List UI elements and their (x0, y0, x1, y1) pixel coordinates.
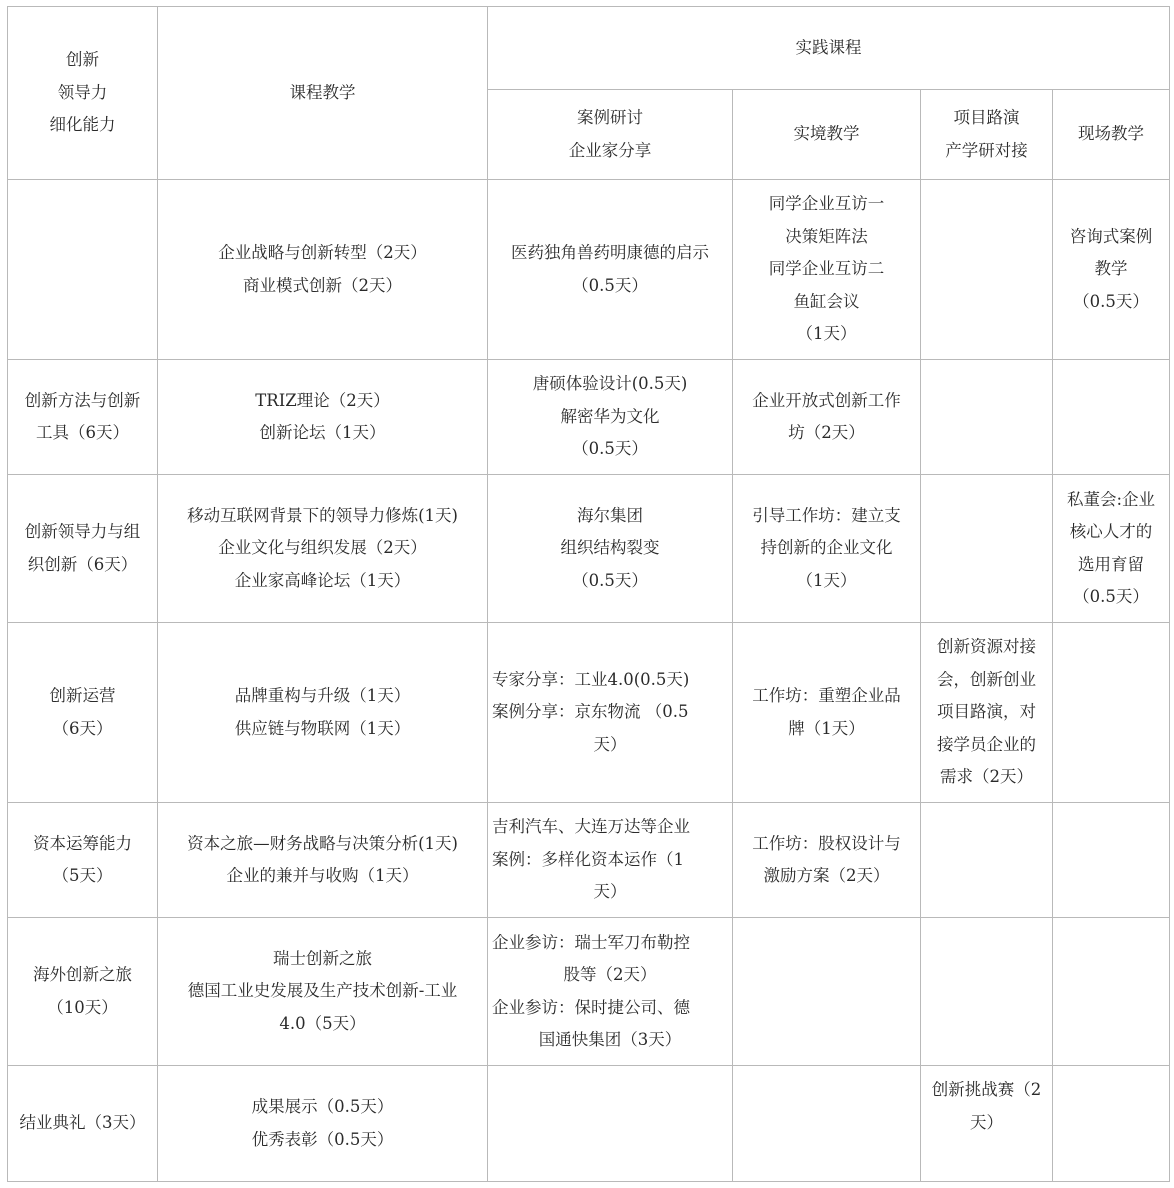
cell-line: 专家分享：工业4.0(0.5天) (492, 669, 690, 689)
header-practice-label: 实践课程 (795, 37, 862, 57)
cell-line: 国通快集团（3天） (538, 1030, 682, 1049)
cell-line: 教学 (1094, 259, 1128, 279)
cell-line: 4.0（5天） (279, 1013, 366, 1033)
cell-line: 织创新（6天） (27, 554, 138, 574)
cell-line: 核心人才的 (1069, 522, 1153, 541)
cell-line: 创新挑战赛（2 (931, 1080, 1042, 1099)
table-row (8, 623, 1170, 803)
cell-line: 商业模式创新（2天） (243, 275, 402, 295)
cell-line: 企业参访：保时捷公司、德 (492, 997, 690, 1017)
cell-line: 接学员企业的 (937, 734, 1036, 754)
cell-field (1053, 180, 1170, 360)
cell-case (488, 180, 733, 360)
cell-field (1053, 623, 1170, 803)
cell-roadshow (921, 1066, 1053, 1182)
cell-course (158, 918, 488, 1066)
cell-line: 资本之旅—财务战略与决策分析(1天) (187, 833, 458, 853)
cell-real (733, 475, 921, 623)
cell-line: 引导工作坊：建立支 (752, 505, 901, 525)
cell-field (1053, 475, 1170, 623)
header-practice (488, 7, 1170, 90)
cell-ability (8, 623, 158, 803)
cell-line: （6天） (52, 718, 113, 738)
cell-line: （0.5天） (1073, 587, 1149, 606)
cell-course (158, 803, 488, 918)
cell-line: 工具（6天） (36, 423, 129, 442)
header-course-label: 课程教学 (289, 82, 356, 102)
header-ability (8, 7, 158, 180)
cell-line: 企业家高峰论坛（1天） (234, 570, 411, 590)
cell-roadshow (921, 918, 1053, 1066)
cell-case (488, 475, 733, 623)
cell-ability (8, 918, 158, 1066)
cell-line: 案例：多样化资本运作（1 (492, 849, 684, 869)
header-real-label: 实境教学 (793, 124, 860, 144)
cell-line: 创新论坛（1天） (259, 423, 386, 442)
cell-line: 股等（2天） (563, 965, 657, 984)
cell-line: 唐硕体验设计(0.5天) (532, 374, 688, 394)
cell-roadshow (921, 623, 1053, 803)
cell-field (1053, 918, 1170, 1066)
cell-line: 优秀表彰（0.5天） (251, 1129, 394, 1149)
header-ability-line: 细化能力 (49, 115, 116, 135)
header-field-label: 现场教学 (1078, 124, 1144, 144)
cell-line: 移动互联网背景下的领导力修炼(1天) (187, 505, 458, 525)
cell-ability (8, 1066, 158, 1182)
cell-line: 海尔集团 (577, 505, 643, 525)
table-row (8, 180, 1170, 360)
cell-line: 持创新的企业文化 (760, 538, 893, 558)
header-field-teaching (1053, 90, 1170, 180)
cell-line: TRIZ理论（2天） (255, 390, 390, 410)
cell-line: 私董会:企业 (1066, 489, 1156, 509)
cell-line: （0.5天） (572, 275, 648, 295)
table-row (8, 360, 1170, 475)
cell-real (733, 803, 921, 918)
cell-line: 资本运筹能力 (33, 833, 132, 853)
cell-line: 创新资源对接 (937, 637, 1036, 657)
cell-line: 激励方案（2天） (763, 866, 890, 885)
cell-line: 天） (593, 882, 627, 902)
table-row (8, 803, 1170, 918)
cell-roadshow (921, 475, 1053, 623)
cell-real (733, 1066, 921, 1182)
cell-line: 创新运营 (49, 686, 116, 705)
cell-line: 工作坊：股权设计与 (752, 833, 901, 853)
table-row (8, 475, 1170, 623)
cell-line: 同学企业互访一 (768, 194, 885, 214)
cell-line: 成果展示（0.5天） (251, 1097, 394, 1116)
header-case-line: 案例研讨 (577, 108, 643, 127)
cell-case (488, 360, 733, 475)
cell-line: 企业参访：瑞士军刀布勒控 (492, 932, 690, 952)
header-ability-line: 创新 (66, 50, 99, 70)
cell-course (158, 623, 488, 803)
cell-line: （0.5天） (1073, 291, 1149, 311)
cell-roadshow (921, 180, 1053, 360)
cell-line: （1天） (796, 324, 857, 344)
cell-ability (8, 360, 158, 475)
cell-line: 会，创新创业 (937, 669, 1036, 689)
cell-line: 工作坊：重塑企业品 (752, 686, 901, 705)
cell-line: 坊（2天） (788, 423, 865, 442)
cell-course (158, 1066, 488, 1182)
cell-line: 案例分享：京东物流 （0.5 (492, 702, 689, 722)
cell-line: （0.5天） (572, 570, 648, 590)
cell-line: 牌（1天） (788, 718, 865, 738)
header-roadshow-line: 产学研对接 (945, 140, 1028, 160)
cell-line: 天） (970, 1112, 1003, 1132)
cell-line: （0.5天） (572, 439, 648, 459)
cell-line: 德国工业史发展及生产技术创新-工业 (187, 981, 458, 1001)
cell-line: （5天） (52, 866, 113, 885)
cell-case (488, 1066, 733, 1182)
cell-line: 解密华为文化 (560, 406, 660, 426)
header-course (158, 7, 488, 180)
cell-field (1053, 360, 1170, 475)
cell-case (488, 918, 733, 1066)
cell-line: 鱼缸会议 (793, 291, 860, 311)
cell-line: （10天） (47, 997, 118, 1017)
cell-line: 企业文化与组织发展（2天） (218, 538, 427, 558)
header-roadshow (921, 90, 1053, 180)
header-case-line: 企业家分享 (568, 140, 652, 160)
cell-line: 创新方法与创新 (24, 390, 141, 410)
cell-case (488, 623, 733, 803)
cell-field (1053, 803, 1170, 918)
table-row (8, 918, 1170, 1066)
cell-line: 天） (593, 734, 627, 754)
header-roadshow-line: 项目路演 (953, 108, 1020, 127)
cell-line: 企业开放式创新工作 (752, 390, 901, 410)
cell-line: （1天） (796, 570, 857, 590)
cell-field (1053, 1066, 1170, 1182)
cell-line: 项目路演，对 (937, 702, 1036, 722)
cell-line: 选用育留 (1078, 554, 1144, 574)
cell-real (733, 360, 921, 475)
cell-line: 海外创新之旅 (33, 965, 132, 984)
cell-ability (8, 803, 158, 918)
cell-roadshow (921, 803, 1053, 918)
cell-ability (8, 180, 158, 360)
table-row (8, 1066, 1170, 1182)
cell-ability (8, 475, 158, 623)
cell-course (158, 180, 488, 360)
cell-line: 需求（2天） (940, 767, 1033, 787)
cell-real (733, 918, 921, 1066)
curriculum-table (7, 6, 1170, 1182)
cell-line: 决策矩阵法 (785, 226, 868, 246)
header-real-teaching (733, 90, 921, 180)
cell-line: 瑞士创新之旅 (273, 948, 372, 968)
cell-real (733, 623, 921, 803)
cell-course (158, 360, 488, 475)
header-case-study (488, 90, 733, 180)
cell-roadshow (921, 360, 1053, 475)
cell-line: 吉利汽车、大连万达等企业 (492, 817, 690, 837)
cell-line: 品牌重构与升级（1天） (234, 686, 411, 705)
cell-line: 组织结构裂变 (560, 538, 660, 558)
header-ability-line: 领导力 (57, 82, 108, 102)
cell-line: 医药独角兽药明康德的启示 (511, 243, 709, 262)
cell-line: 创新领导力与组 (24, 522, 141, 541)
cell-case (488, 803, 733, 918)
cell-line: 供应链与物联网（1天） (234, 718, 411, 738)
cell-line: 企业战略与创新转型（2天） (218, 243, 427, 262)
cell-line: 结业典礼（3天） (19, 1113, 146, 1133)
cell-line: 同学企业互访二 (768, 259, 885, 279)
cell-line: 企业的兼并与收购（1天） (226, 866, 419, 885)
cell-real (733, 180, 921, 360)
cell-line: 咨询式案例 (1069, 226, 1153, 246)
cell-course (158, 475, 488, 623)
